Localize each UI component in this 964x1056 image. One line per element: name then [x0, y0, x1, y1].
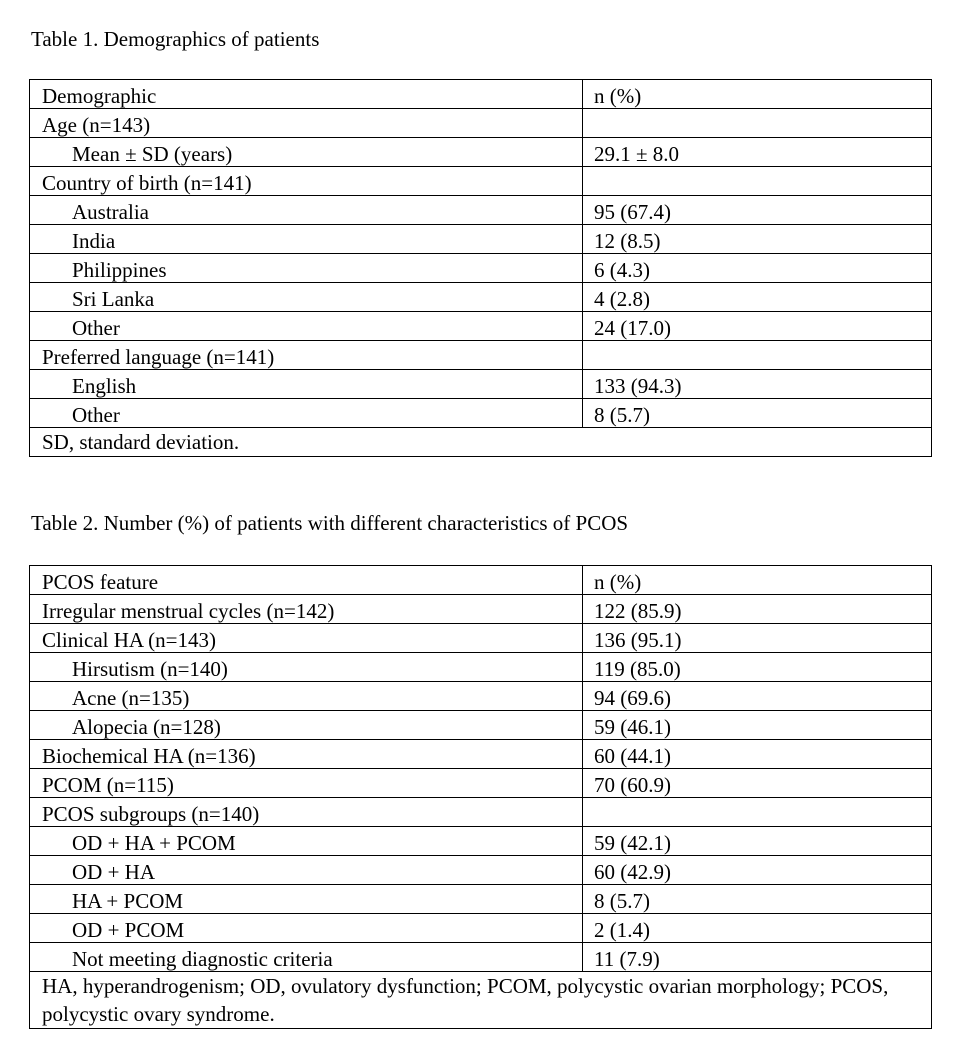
row-label: OD + PCOM [30, 914, 583, 943]
row-value: 59 (42.1) [583, 827, 932, 856]
table-footnote: SD, standard deviation. [30, 428, 932, 457]
table-row [30, 283, 932, 312]
table-header-row [30, 80, 932, 109]
table-row [30, 399, 932, 428]
row-label: HA + PCOM [30, 885, 583, 914]
table-row [30, 370, 932, 399]
row-value: 133 (94.3) [583, 370, 932, 399]
row-value: 70 (60.9) [583, 769, 932, 798]
row-value: 4 (2.8) [583, 283, 932, 312]
row-value: 94 (69.6) [583, 682, 932, 711]
header-label: PCOS feature [30, 566, 583, 595]
table-row [30, 167, 932, 196]
demographics-table [29, 79, 932, 457]
table-footnote: HA, hyperandrogenism; OD, ovulatory dysfunction; PCOM, polycystic ovarian morphology; PCOS, polycystic ovary syndrome. [30, 972, 932, 1029]
row-value: 60 (42.9) [583, 856, 932, 885]
row-label: Country of birth (n=141) [30, 167, 583, 196]
row-label: Alopecia (n=128) [30, 711, 583, 740]
row-value: 8 (5.7) [583, 885, 932, 914]
header-value: n (%) [583, 80, 932, 109]
row-value: 95 (67.4) [583, 196, 932, 225]
table-row [30, 856, 932, 885]
table-row [30, 740, 932, 769]
table-row [30, 885, 932, 914]
row-label: Not meeting diagnostic criteria [30, 943, 583, 972]
row-label: PCOM (n=115) [30, 769, 583, 798]
row-value [583, 798, 932, 827]
table-row [30, 827, 932, 856]
table1-caption: Table 1. Demographics of patients [31, 27, 320, 51]
row-value [583, 109, 932, 138]
row-label: Sri Lanka [30, 283, 583, 312]
row-value [583, 341, 932, 370]
table-row [30, 225, 932, 254]
row-label: Mean ± SD (years) [30, 138, 583, 167]
table-row [30, 682, 932, 711]
row-value: 24 (17.0) [583, 312, 932, 341]
row-label: OD + HA + PCOM [30, 827, 583, 856]
table-row [30, 254, 932, 283]
table-row [30, 595, 932, 624]
row-label: Biochemical HA (n=136) [30, 740, 583, 769]
row-value: 12 (8.5) [583, 225, 932, 254]
demographics-table-body [30, 80, 932, 457]
row-label: Clinical HA (n=143) [30, 624, 583, 653]
row-label: Acne (n=135) [30, 682, 583, 711]
table-row [30, 138, 932, 167]
table-footnote-row [30, 972, 932, 1029]
row-label: OD + HA [30, 856, 583, 885]
pcos-features-table [29, 565, 932, 1029]
row-value: 6 (4.3) [583, 254, 932, 283]
row-label: English [30, 370, 583, 399]
row-label: Other [30, 312, 583, 341]
table-row [30, 769, 932, 798]
table-row [30, 711, 932, 740]
row-label: Hirsutism (n=140) [30, 653, 583, 682]
row-label: Preferred language (n=141) [30, 341, 583, 370]
pcos-features-table-body [30, 566, 932, 1029]
row-value: 2 (1.4) [583, 914, 932, 943]
row-label: Irregular menstrual cycles (n=142) [30, 595, 583, 624]
row-label: Other [30, 399, 583, 428]
row-value: 11 (7.9) [583, 943, 932, 972]
row-value: 29.1 ± 8.0 [583, 138, 932, 167]
table-header-row [30, 566, 932, 595]
row-label: Philippines [30, 254, 583, 283]
table2-caption: Table 2. Number (%) of patients with different characteristics of PCOS [31, 511, 629, 535]
row-label: India [30, 225, 583, 254]
row-value: 136 (95.1) [583, 624, 932, 653]
table-row [30, 943, 932, 972]
header-label: Demographic [30, 80, 583, 109]
table-row [30, 914, 932, 943]
row-value: 119 (85.0) [583, 653, 932, 682]
row-label: Australia [30, 196, 583, 225]
table-row [30, 624, 932, 653]
row-value [583, 167, 932, 196]
table-row [30, 312, 932, 341]
table-footnote-row [30, 428, 932, 457]
table-row [30, 798, 932, 827]
table-row [30, 653, 932, 682]
row-label: Age (n=143) [30, 109, 583, 138]
table-row [30, 109, 932, 138]
row-value: 8 (5.7) [583, 399, 932, 428]
row-value: 60 (44.1) [583, 740, 932, 769]
table-row [30, 196, 932, 225]
header-value: n (%) [583, 566, 932, 595]
row-label: PCOS subgroups (n=140) [30, 798, 583, 827]
row-value: 122 (85.9) [583, 595, 932, 624]
row-value: 59 (46.1) [583, 711, 932, 740]
table-row [30, 341, 932, 370]
